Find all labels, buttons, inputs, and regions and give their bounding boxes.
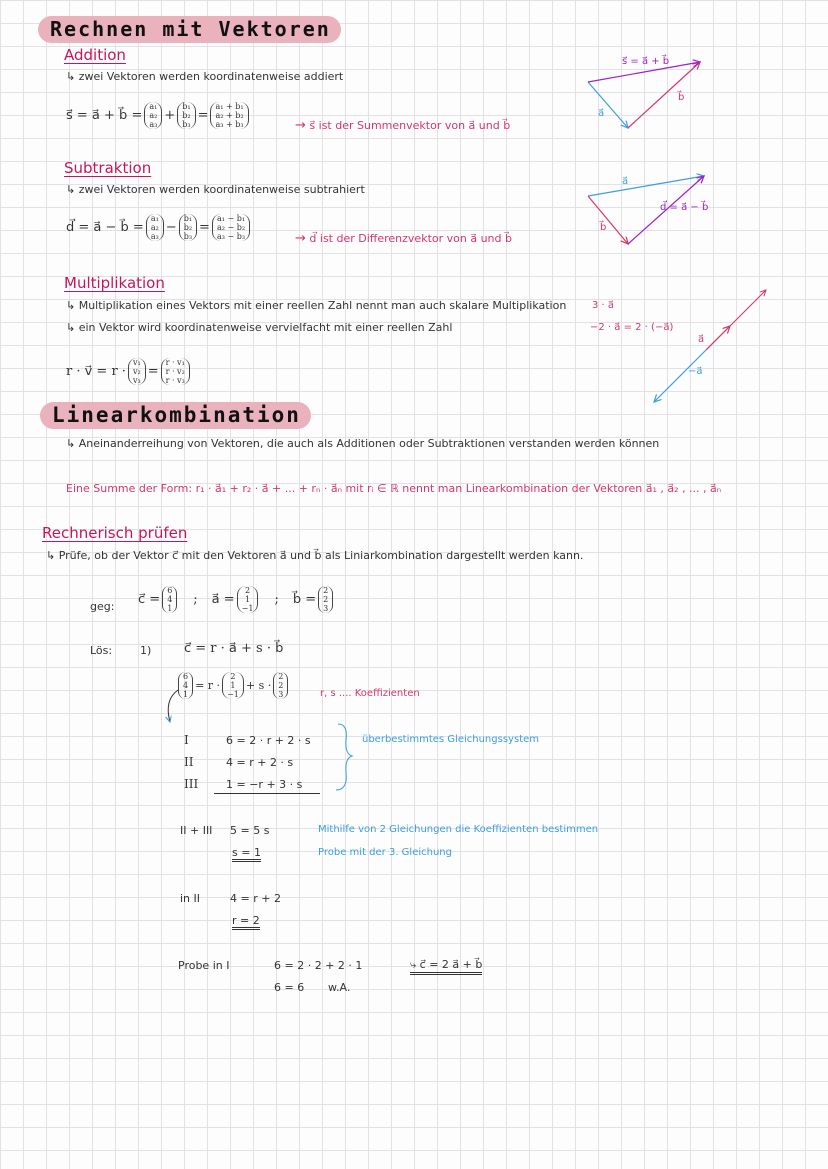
subtraction-formula: d⃗ = a⃗ − b⃗ = a₁ a₂ a₃ − b₁ b₂ b₃ = a₁ − b₁ a₂ − b₂ a₃ − b₃ bbox=[66, 214, 252, 241]
method-note-1: Mithilfe von 2 Gleichungen die Koeffizienten bestimmen bbox=[318, 824, 599, 835]
row-num-1: I bbox=[184, 733, 189, 747]
row-num-2: II bbox=[184, 755, 194, 769]
diagram-sub-b bbox=[588, 196, 628, 244]
system-note: überbestimmtes Gleichungssystem bbox=[362, 734, 539, 745]
final-result: ⤷ c⃗ = 2 a⃗ + b⃗ bbox=[410, 958, 482, 975]
multiplication-formula: r · v⃗ = r · v₁ v₂ v₃ = r · v₁ r · v₂ r · v₃ bbox=[66, 358, 192, 385]
mult-note-2: −2 · a⃗ = 2 · (−a⃗) bbox=[590, 322, 674, 333]
vector-b: 2 2 3 bbox=[273, 672, 288, 699]
probe-wa: w.A. bbox=[328, 981, 351, 994]
vector-diff: a₁ − b₁ a₂ − b₂ a₃ − b₃ bbox=[212, 214, 250, 241]
probe-eq-2: 6 = 6 bbox=[274, 981, 305, 994]
row-eq-1: 6 = 2 · r + 2 · s bbox=[226, 734, 311, 747]
add-eq-2: s = 1 bbox=[232, 846, 261, 862]
linear-description: ↳ Aneinanderreihung von Vektoren, die auch als Additionen oder Subtraktionen verstanden werden können bbox=[66, 437, 660, 450]
vector-v: v₁ v₂ v₃ bbox=[128, 358, 146, 385]
add-eq-1: 5 = 5 s bbox=[230, 824, 270, 837]
multiplication-heading: Multiplikation bbox=[64, 274, 165, 292]
equation-expanded: 6 4 1 = r · 2 1 −1 + s · 2 2 3 bbox=[176, 672, 290, 699]
method-note-2: Probe mit der 3. Gleichung bbox=[318, 847, 452, 858]
vector-c: 6 4 1 bbox=[162, 586, 177, 613]
vector-b: b₁ b₂ b₃ bbox=[177, 102, 195, 129]
row-eq-3: 1 = −r + 3 · s bbox=[214, 778, 320, 794]
diagram-add-s-label: s⃗ = a⃗ + b⃗ bbox=[622, 56, 670, 67]
diagram-add-a-label: a⃗ bbox=[598, 108, 605, 119]
diagram-add-b-label: b⃗ bbox=[678, 92, 685, 103]
probe-eq-1: 6 = 2 · 2 + 2 · 1 bbox=[274, 959, 363, 972]
diagram-add-b bbox=[628, 62, 700, 128]
subtraction-description: ↳ zwei Vektoren werden koordinatenweise subtrahiert bbox=[66, 183, 365, 196]
given-vectors: c⃗ = 6 4 1 ; a⃗ = 2 1 −1 ; b⃗ = 2 2 3 bbox=[138, 586, 335, 613]
vector-rv: r · v₁ r · v₂ r · v₃ bbox=[161, 358, 190, 385]
linear-formula: Eine Summe der Form: r₁ · a⃗₁ + r₂ · a⃗ + ... + rₙ · a⃗ₙ mit rᵢ ∈ ℝ nennt man Linearkombination der Vektoren a⃗₁ , a⃗₂ , ... , a⃗ₙ bbox=[66, 482, 722, 495]
solution-label: Lös: bbox=[90, 644, 113, 657]
in-label: in II bbox=[180, 892, 201, 905]
vector-a: 2 1 −1 bbox=[237, 586, 259, 613]
addition-lhs: s⃗ = a⃗ + b⃗ = bbox=[66, 108, 143, 123]
mult-note-1: 3 · a⃗ bbox=[592, 300, 615, 311]
vector-sum: a₁ + b₁ a₂ + b₂ a₃ + b₃ bbox=[210, 102, 248, 129]
row-eq-2: 4 = r + 2 · s bbox=[226, 756, 294, 769]
linearkombination-title: Linearkombination bbox=[40, 402, 311, 429]
vector-a: 2 1 −1 bbox=[222, 672, 244, 699]
right-arrow-icon: → bbox=[295, 231, 306, 246]
subtraction-lhs: d⃗ = a⃗ − b⃗ = bbox=[66, 220, 144, 235]
probe-label: Probe in I bbox=[178, 959, 230, 972]
diagram-sub-a-label: a⃗ bbox=[622, 176, 629, 187]
vector-a: a₁ a₂ a₃ bbox=[144, 102, 162, 129]
vector-c: 6 4 1 bbox=[178, 672, 193, 699]
subtraction-result: → d⃗ ist der Differenzvektor von a⃗ und b⃗ bbox=[295, 231, 512, 246]
add-label: II + III bbox=[180, 824, 213, 837]
addition-result: → s⃗ ist der Summenvektor von a⃗ und b⃗ bbox=[295, 118, 511, 133]
addition-description: ↳ zwei Vektoren werden koordinatenweise addiert bbox=[66, 70, 344, 83]
system-brace bbox=[336, 724, 352, 790]
coefficient-note: r, s .... Koeffizienten bbox=[320, 688, 420, 699]
vector-a: a₁ a₂ a₃ bbox=[146, 214, 164, 241]
diagram-sub-a bbox=[588, 176, 704, 196]
given-label: geg: bbox=[90, 600, 115, 613]
diagram-sub-d-label: d⃗ = a⃗ − b⃗ bbox=[660, 202, 709, 213]
diagram-mult-a-label: a⃗ bbox=[698, 334, 705, 345]
equation-main: c⃗ = r · a⃗ + s · b⃗ bbox=[184, 641, 284, 656]
vector-b: 2 2 3 bbox=[318, 586, 333, 613]
diagram-add-a bbox=[588, 82, 628, 128]
in-eq-2: r = 2 bbox=[232, 914, 260, 930]
check-description: ↳ Prüfe, ob der Vektor c⃗ mit den Vektoren a⃗ und b⃗ als Liniarkombination dargestellt werden kann. bbox=[46, 549, 584, 562]
vector-b: b₁ b₂ b₃ bbox=[179, 214, 197, 241]
page-title: Rechnen mit Vektoren bbox=[38, 16, 341, 43]
diagram-sub-b-label: b⃗ bbox=[600, 222, 607, 233]
solution-step: 1) bbox=[140, 644, 152, 657]
subtraction-heading: Subtraktion bbox=[64, 159, 152, 177]
addition-formula: s⃗ = a⃗ + b⃗ = a₁ a₂ a₃ + b₁ b₂ b₃ = a₁ + b₁ a₂ + b₂ a₃ + b₃ bbox=[66, 102, 251, 129]
right-arrow-icon: → bbox=[295, 118, 306, 133]
addition-heading: Addition bbox=[64, 46, 126, 64]
in-eq-1: 4 = r + 2 bbox=[230, 892, 281, 905]
diagram-mult-neg-a-label: −a⃗ bbox=[688, 366, 703, 377]
row-num-3: III bbox=[184, 777, 199, 791]
multiplication-lhs: r · v⃗ = r · bbox=[66, 364, 126, 379]
diagram-mult-a bbox=[706, 326, 730, 350]
check-heading: Rechnerisch prüfen bbox=[42, 524, 188, 542]
multiplication-description-2: ↳ ein Vektor wird koordinatenweise vervielfacht mit einer reellen Zahl bbox=[66, 321, 453, 334]
multiplication-description-1: ↳ Multiplikation eines Vektors mit einer reellen Zahl nennt man auch skalare Multiplikation bbox=[66, 299, 567, 312]
